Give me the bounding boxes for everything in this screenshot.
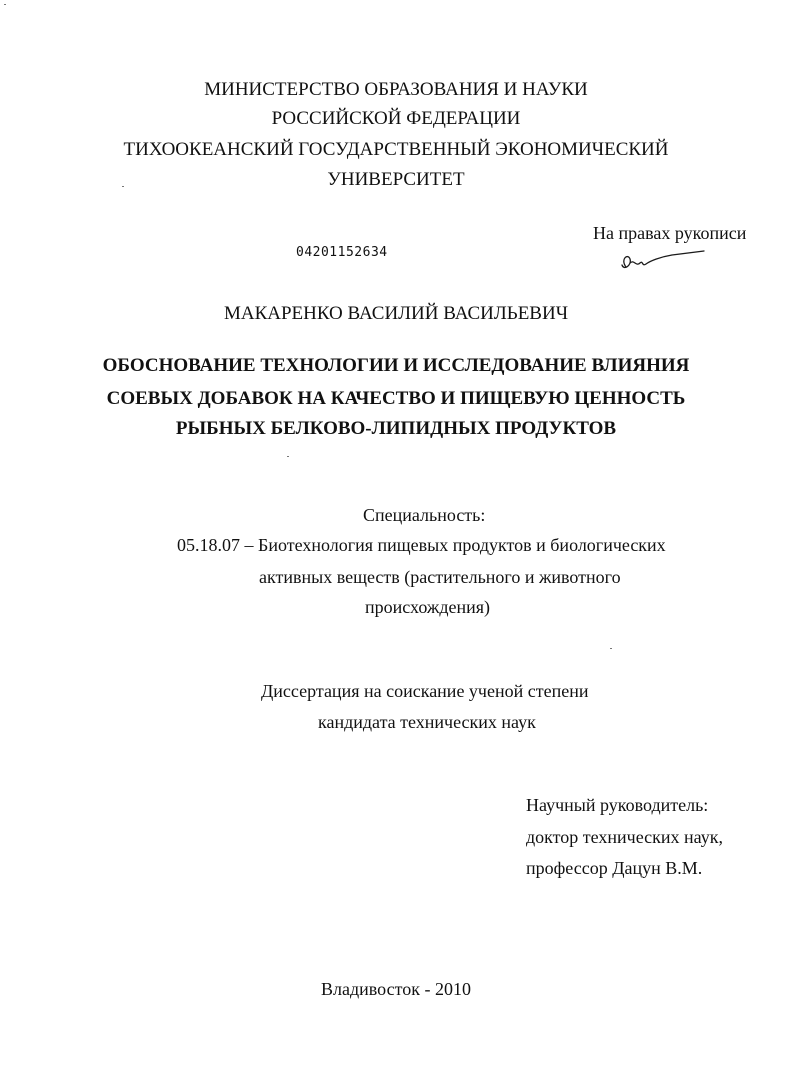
title-line-3: РЫБНЫХ БЕЛКОВО-ЛИПИДНЫХ ПРОДУКТОВ	[175, 418, 617, 439]
scan-speck	[4, 4, 6, 5]
specialty-line-1: 05.18.07 – Биотехнология пищевых продуктов и биологических	[177, 535, 666, 555]
scan-speck	[610, 648, 612, 649]
supervisor-line-3: профессор Дацун В.М.	[526, 858, 703, 878]
scan-speck	[122, 186, 124, 187]
scan-speck	[287, 456, 289, 457]
ministry-line-4: УНИВЕРСИТЕТ	[327, 169, 465, 190]
ministry-line-2: РОССИЙСКОЙ ФЕДЕРАЦИИ	[271, 108, 521, 129]
specialty-label: Специальность:	[363, 505, 486, 525]
supervisor-line-1: Научный руководитель:	[526, 795, 709, 815]
ministry-line-3: ТИХООКЕАНСКИЙ ГОСУДАРСТВЕННЫЙ ЭКОНОМИЧЕСКИЙ	[123, 139, 669, 160]
signature-image	[612, 245, 712, 277]
title-line-2: СОЕВЫХ ДОБАВОК НА КАЧЕСТВО И ПИЩЕВУЮ ЦЕННОСТЬ	[106, 388, 686, 409]
ministry-line-1: МИНИСТЕРСТВО ОБРАЗОВАНИЯ И НАУКИ	[204, 79, 588, 100]
degree-line-1: Диссертация на соискание ученой степени	[261, 681, 589, 701]
inventory-number: 04201152634	[296, 245, 388, 260]
manuscript-note: На правах рукописи	[593, 223, 747, 243]
specialty-line-2: активных веществ (растительного и животного	[259, 567, 621, 587]
specialty-line-3: происхождения)	[365, 597, 491, 617]
degree-line-2: кандидата технических наук	[318, 712, 536, 732]
title-line-1: ОБОСНОВАНИЕ ТЕХНОЛОГИИ И ИССЛЕДОВАНИЕ ВЛИЯНИЯ	[102, 355, 690, 376]
city-year: Владивосток - 2010	[321, 979, 471, 999]
author-name: МАКАРЕНКО ВАСИЛИЙ ВАСИЛЬЕВИЧ	[223, 303, 569, 324]
supervisor-line-2: доктор технических наук,	[526, 827, 723, 847]
